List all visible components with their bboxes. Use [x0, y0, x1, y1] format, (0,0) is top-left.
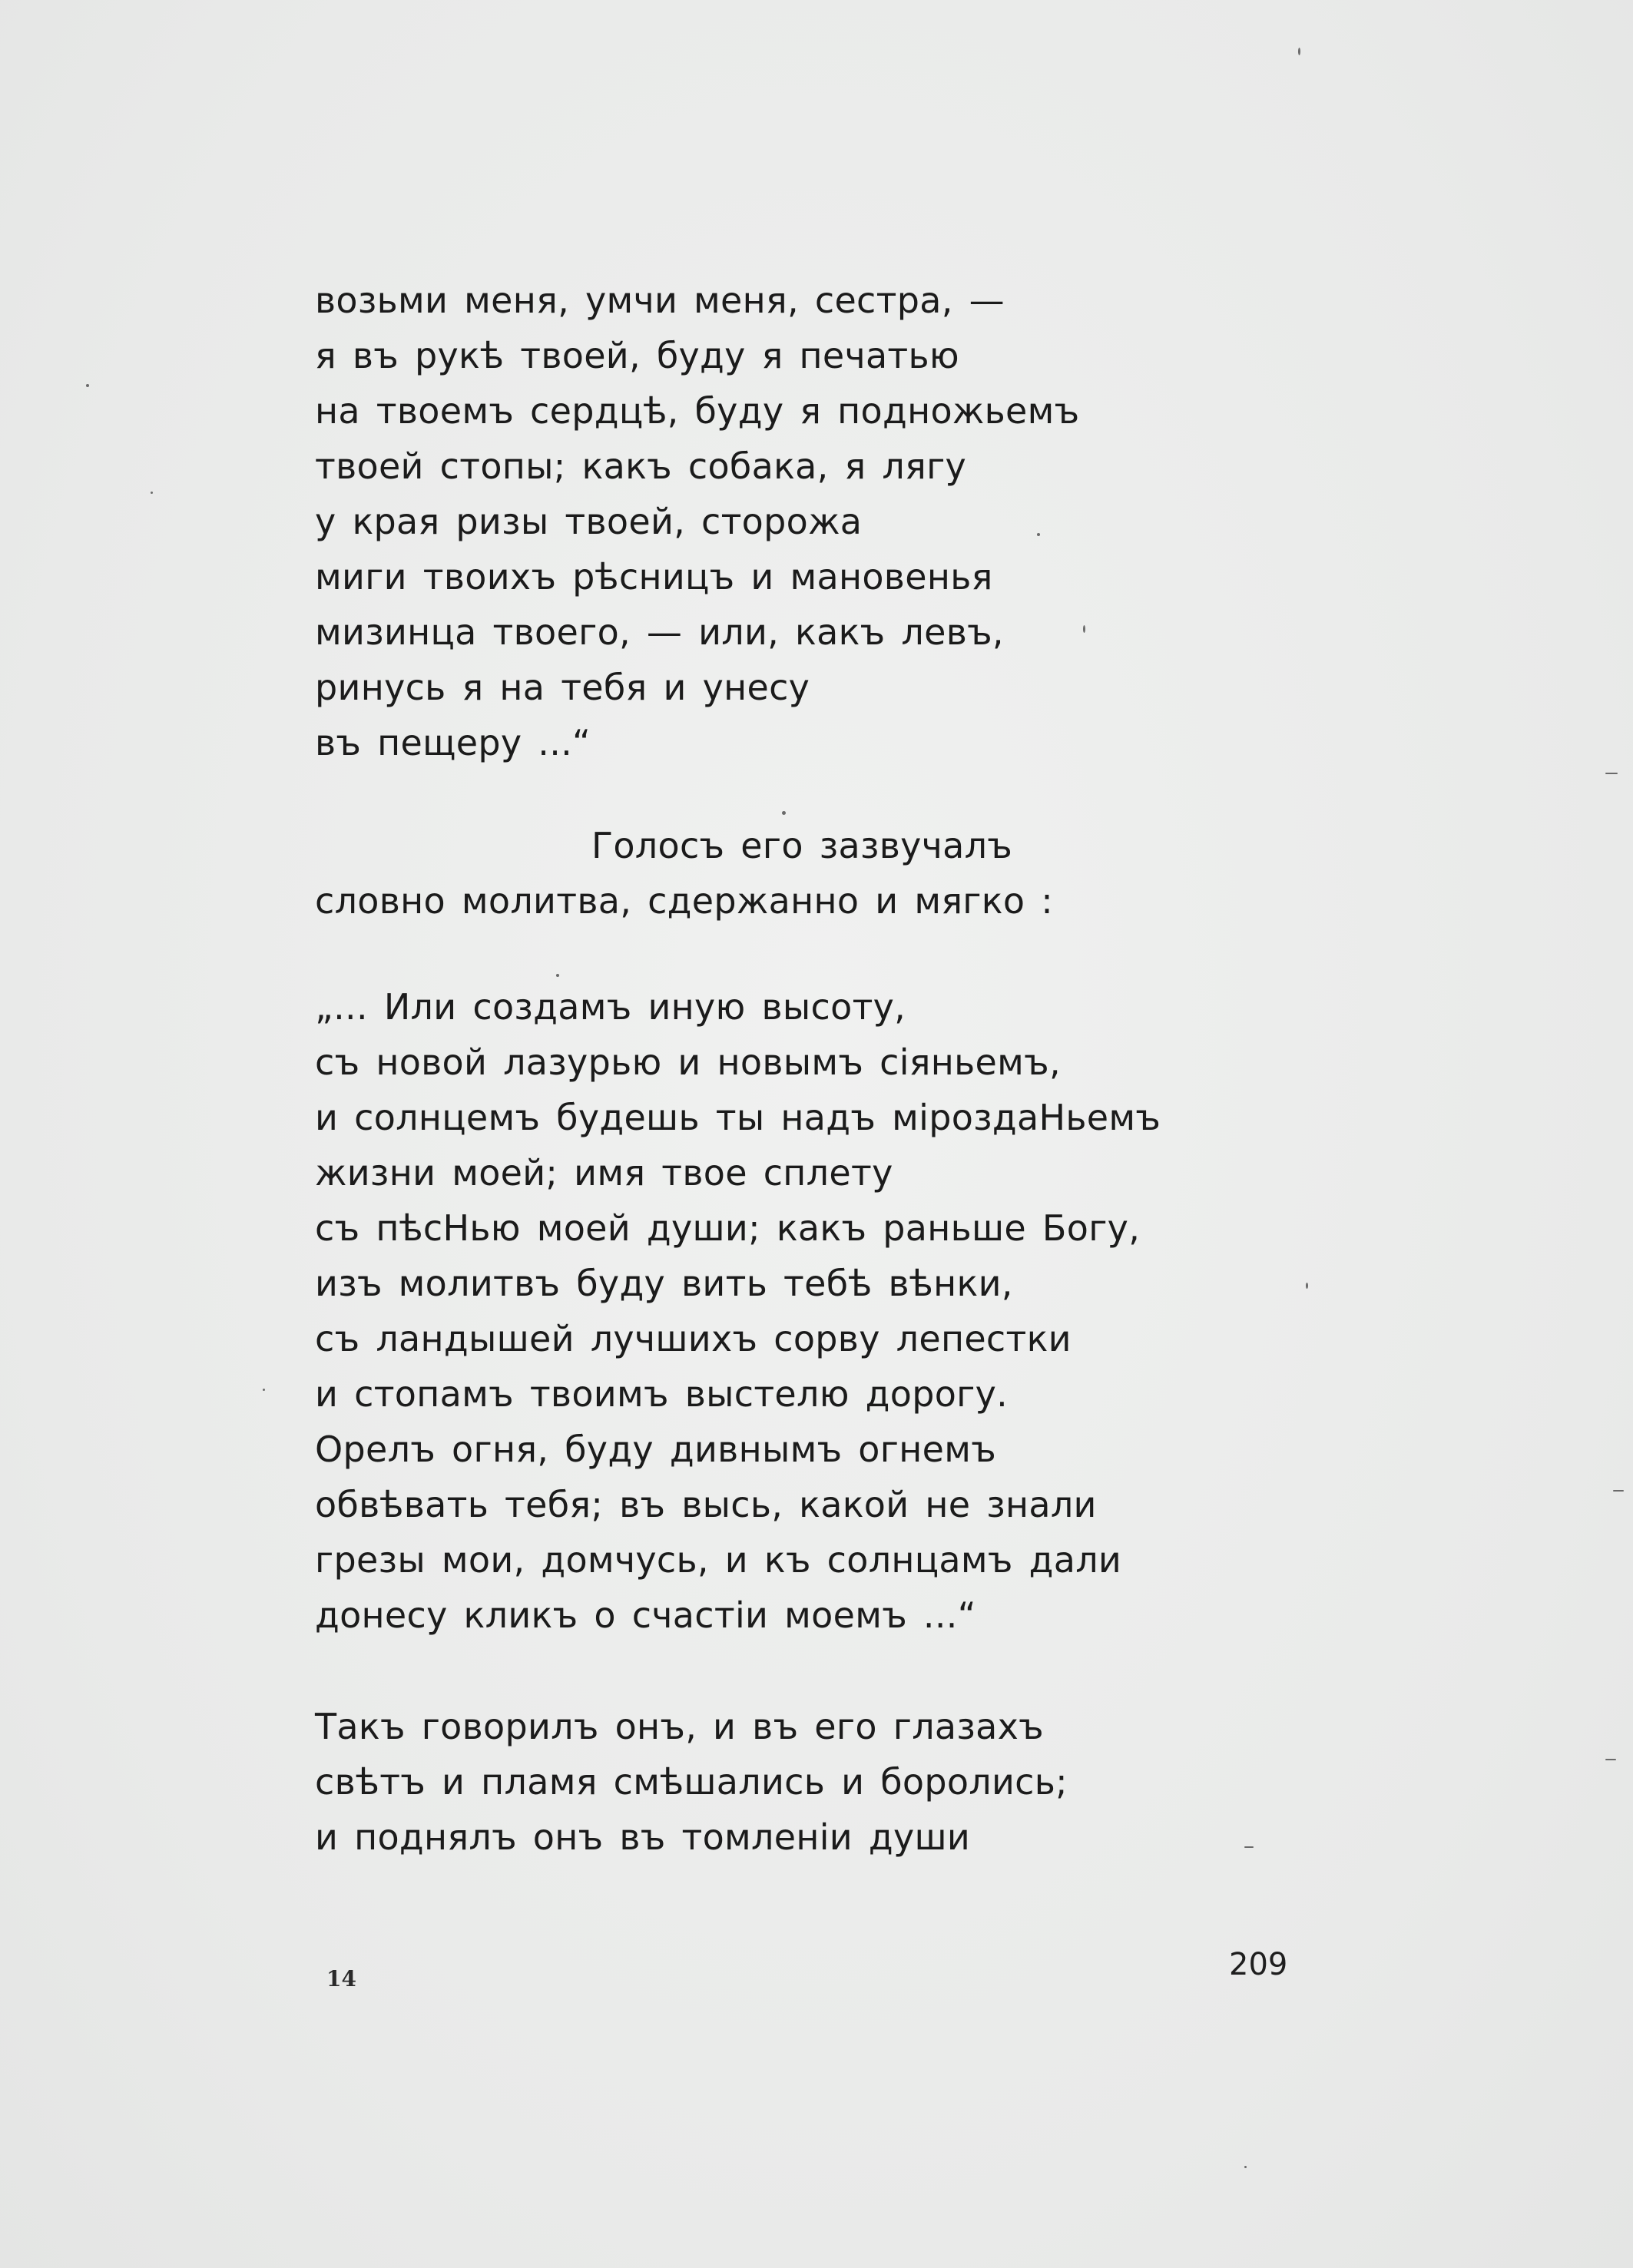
text-line: грезы мои, домчусь, и къ солнцамъ дали — [315, 1539, 1122, 1581]
text-line: ринусь я на тебя и унесу — [315, 667, 810, 708]
stanza-2 — [315, 818, 1053, 929]
paper-speck — [782, 811, 786, 815]
text-line: съ пѣсНью моей души; какъ раньше Богу, — [315, 1207, 1141, 1249]
paper-speck — [1298, 48, 1300, 55]
text-line: „... Или создамъ иную высоту, — [315, 986, 906, 1028]
paper-speck — [263, 1389, 265, 1391]
text-line: съ ландышей лучшихъ сорву лепестки — [315, 1318, 1072, 1359]
text-line: возьми меня, умчи меня, сестра, — — [315, 280, 1005, 321]
text-line: жизни моей; имя твое сплету — [315, 1152, 893, 1194]
text-line: свѣтъ и пламя смѣшались и боролись; — [315, 1761, 1068, 1803]
text-line: донесу кликъ о счастіи моемъ ...“ — [315, 1594, 976, 1636]
paper-speck — [1083, 625, 1085, 633]
paper-speck — [1244, 2166, 1247, 2168]
stanza-3 — [315, 979, 1161, 1643]
paper-speck — [1613, 1490, 1624, 1492]
stanza-4 — [315, 1699, 1068, 1865]
text-line: у края ризы твоей, сторожа — [315, 501, 863, 542]
text-line: Такъ говорилъ онъ, и въ его глазахъ — [315, 1706, 1044, 1747]
stanza-1 — [315, 273, 1079, 770]
text-line: миги твоихъ рѣсницъ и мановенья — [315, 556, 993, 598]
paper-speck — [86, 384, 89, 387]
paper-speck — [1037, 533, 1040, 536]
page-number: 209 — [1229, 1947, 1288, 1982]
text-line: съ новой лазурью и новымъ сіяньемъ, — [315, 1041, 1061, 1083]
text-line: и стопамъ твоимъ выстелю дорогу. — [315, 1373, 1009, 1415]
text-line: въ пещеру ...“ — [315, 722, 591, 763]
paper-speck — [556, 974, 559, 977]
text-line: словно молитва, сдержанно и мягко : — [315, 880, 1054, 922]
text-line: и поднялъ онъ въ томленіи души — [315, 1816, 971, 1858]
paper-speck — [1306, 1283, 1308, 1289]
paper-speck — [1244, 1846, 1254, 1848]
text-line: и солнцемъ будешь ты надъ міроздаНьемъ — [315, 1097, 1161, 1138]
text-line-indented: Голосъ его зазвучалъ — [591, 825, 1013, 866]
text-line: на твоемъ сердцѣ, буду я подножьемъ — [315, 390, 1080, 432]
paper-speck — [1605, 773, 1618, 774]
signature-mark: 14 — [326, 1966, 356, 1992]
text-line: Орелъ огня, буду дивнымъ огнемъ — [315, 1429, 996, 1470]
text-line: мизинца твоего, — или, какъ левъ, — [315, 611, 1004, 653]
paper-speck — [151, 492, 153, 494]
text-line: я въ рукѣ твоей, буду я печатью — [315, 335, 959, 376]
text-line: изъ молитвъ буду вить тебѣ вѣнки, — [315, 1263, 1013, 1304]
text-line: твоей стопы; какъ собака, я лягу — [315, 445, 967, 487]
paper-speck — [1605, 1759, 1616, 1760]
text-line: обвѣвать тебя; въ высь, какой не знали — [315, 1484, 1097, 1525]
